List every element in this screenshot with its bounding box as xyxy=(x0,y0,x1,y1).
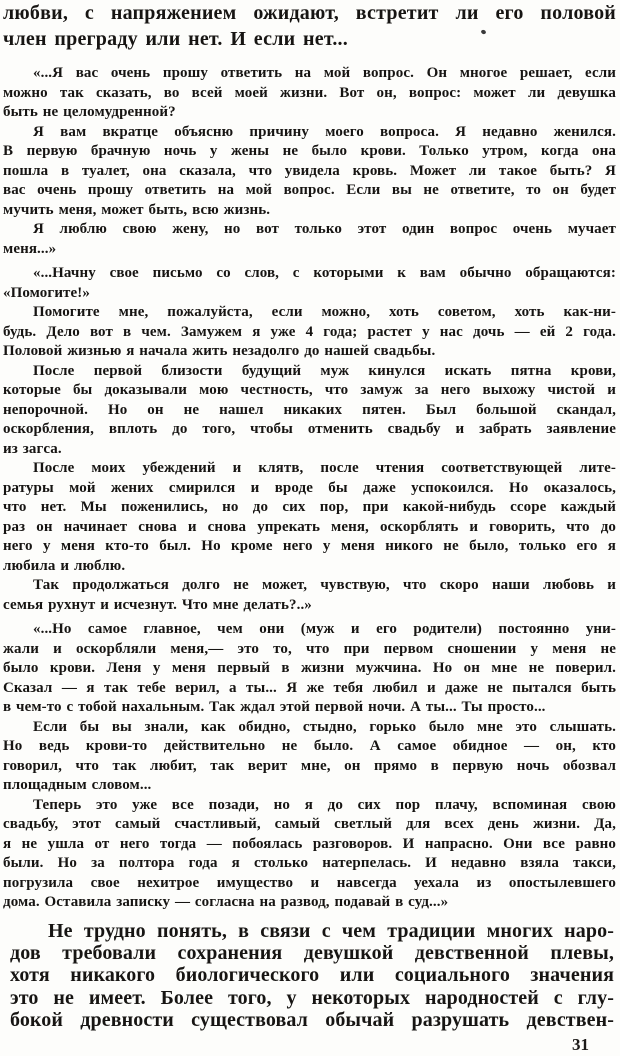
text-line: мучить меня, может быть, всю жизнь. xyxy=(3,201,271,218)
text-line: Я вам вкратце объясню причину моего вопроса. Я недавно женился. xyxy=(33,123,616,140)
text-line: Половой жизнью я начала жить незадолго до нашей свадьбы. xyxy=(3,343,436,359)
author-commentary-paragraph xyxy=(10,920,614,1032)
text-line: член преграду или нет. И если нет... xyxy=(3,27,348,50)
reader-letter-1 xyxy=(3,64,616,259)
text-line: Я люблю свою жену, но вот только этот один вопрос очень мучает xyxy=(33,221,616,237)
text-line: можно так сказать, во всей моей жизни. Вот он, вопрос: может ли девушка xyxy=(3,84,616,101)
text-line: в чем-то с тобой нахальным. Так ждал этой первой ночи. А ты... Ты просто... xyxy=(3,699,546,715)
text-line: «...Но самое главное, чем они (муж и его родители) постоянно уни- xyxy=(33,621,616,637)
text-line: оскорбления, вплоть до того, чтобы отменить свадьбу и забрать заявление xyxy=(3,421,616,437)
text-line: непорочной. Но он не нашел никаких пятен. Был большой скандал, xyxy=(3,401,616,418)
continued-intro-paragraph xyxy=(3,1,616,52)
page-number: 31 xyxy=(572,1034,589,1054)
text-line: него у меня кто-то был. Но кроме него у меня никого не было, только его я xyxy=(3,538,616,554)
text-line: свадьбу, этот самый счастливый, самый светлый для всех день жизни. Да, xyxy=(3,816,616,832)
text-line: Теперь это уже все позади, но я до сих пор плачу, вспоминая свою xyxy=(33,796,616,813)
text-line: «...Начну свое письмо со слов, с которыми к вам обычно обращаются: xyxy=(33,265,616,281)
text-line: меня...» xyxy=(3,240,57,257)
text-line: быть не целомудренной? xyxy=(3,104,176,120)
text-line: площадным словом... xyxy=(3,777,152,793)
text-line: бокой древности существовал обычай разрушать девствен- xyxy=(10,1009,614,1032)
text-line: пошла в туалет, она сказала, что увидела кровь. Может ли такое быть? Я xyxy=(3,162,616,179)
text-line: жали и оскорбляли меня,— это то, что при первом сношении у меня не xyxy=(3,640,616,657)
text-line: из загса. xyxy=(3,440,62,457)
text-line: дома. Оставила записку — согласна на развод, подавай в суд...» xyxy=(3,894,449,910)
reader-letter-2 xyxy=(3,264,616,615)
text-line: любви, с напряжением ожидают, встретит ли его половой xyxy=(3,2,616,24)
text-line: «Помогите!» xyxy=(3,284,90,301)
text-line: Если бы вы знали, как обидно, стыдно, горько было мне это слышать. xyxy=(33,718,616,735)
text-line: Помогите мне, пожалуйста, если можно, хоть советом, хоть как-ни- xyxy=(33,304,616,320)
text-line: Не трудно понять, в связи с чем традиции многих наро- xyxy=(48,919,614,942)
reader-letter-3 xyxy=(3,620,616,913)
text-line: ратуры мой жених смирился и вроде бы даже успокоился. Но оказалось, xyxy=(3,479,616,496)
text-line: которые бы доказывали мою честность, что замуж за него выхожу чистой и xyxy=(3,382,616,398)
text-line: Так продолжаться долго не может, чувствую, что скоро наши любовь и xyxy=(33,577,616,593)
text-line: вас очень прошу ответить на мой вопрос. Если вы не ответите, то он будет xyxy=(3,182,616,198)
text-line: что нет. Мы поженились, но до сих пор, при какой-нибудь ссоре каждый xyxy=(3,499,616,515)
page-footer xyxy=(3,1035,616,1055)
text-line: Но ведь крови-то действительно не было. А самое обидное — он, кто xyxy=(3,738,616,754)
text-line: Сказал — я так тебе верил, а ты... Я же тебя любил и даже не пытался быть xyxy=(3,679,616,696)
text-line: были. Но за полтора года я столько натерпелась. И недавно взяла такси, xyxy=(3,855,616,871)
text-line: «...Я вас очень прошу ответить на мой вопрос. Он многое решает, если xyxy=(33,65,616,81)
text-line: любила и люблю. xyxy=(3,557,126,574)
text-line: говорил, что так любит, так верит мне, он прямо в первую ночь обозвал xyxy=(3,757,616,774)
text-line: это не имеет. Более того, у некоторых народностей с глу- xyxy=(10,986,614,1009)
text-line: я не ушла от него тогда — побоялась разговоров. И напрасно. Они все равно xyxy=(3,835,616,852)
text-line: В первую брачную ночь у жены не было крови. Только утром, когда она xyxy=(3,143,616,159)
text-line: После моих убеждений и клятв, после чтения соответствующей лите- xyxy=(33,460,616,476)
text-line: дов требовали сохранения девушкой девственной плевы, xyxy=(10,941,614,964)
text-line: хотя никакого биологического или социального значения xyxy=(10,964,614,987)
text-line: раз он начинает снова и снова упрекать меня, оскорблять и говорить, что до xyxy=(3,518,616,535)
text-line: погрузила свое нехитрое имущество и навсегда уехала из опостылевшего xyxy=(3,874,616,891)
text-line: будь. Дело вот в чем. Замужем я уже 4 года; растет у нас дочь — ей 2 года. xyxy=(3,323,616,340)
text-line: После первой близости будущий муж кинулся искать пятна крови, xyxy=(33,362,616,379)
text-line: семья рухнут и исчезнут. Что мне делать?..» xyxy=(3,596,312,613)
text-line: было крови. Леня у меня первый в жизни мужчина. Но он мне не поверил. xyxy=(3,660,616,676)
